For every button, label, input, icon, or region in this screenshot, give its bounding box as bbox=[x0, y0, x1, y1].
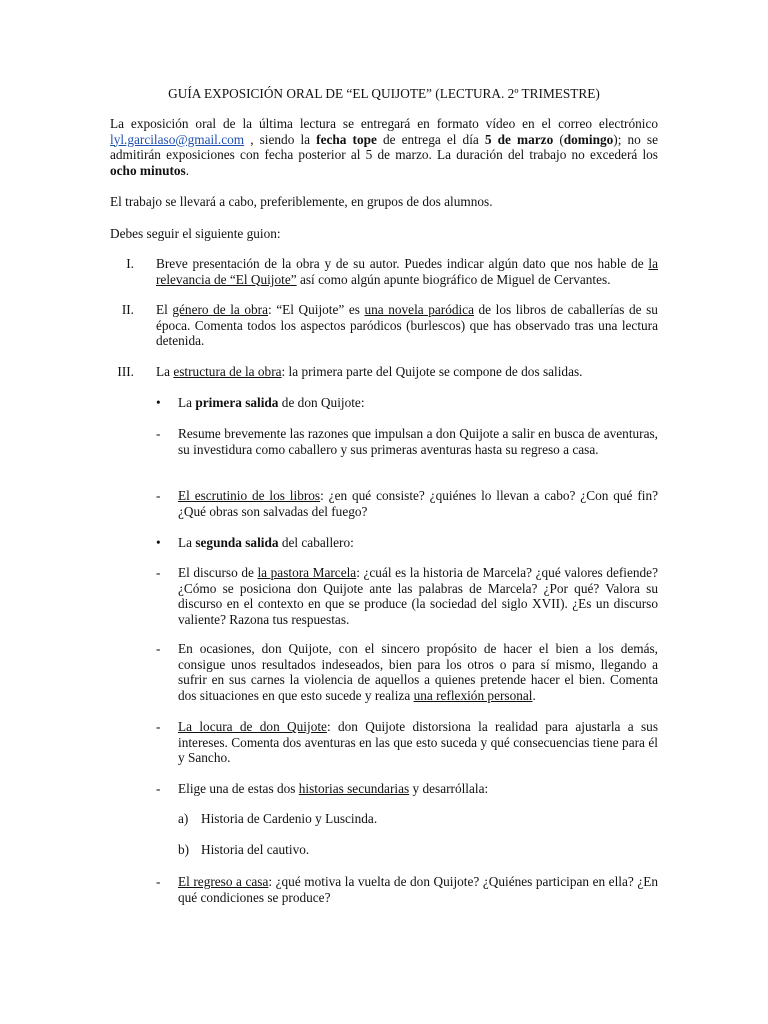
option-a-text: Historia de Cardenio y Luscinda. bbox=[201, 811, 378, 826]
section-number-3: III. bbox=[117, 364, 134, 379]
deadline-label: fecha tope bbox=[316, 131, 377, 147]
item-underlined: la pastora Marcela bbox=[257, 565, 357, 580]
section-underlined: estructura de la obra bbox=[173, 364, 282, 379]
dash-marker: - bbox=[156, 565, 161, 580]
item-text: : ¿en qué consiste? ¿quiénes lo llevan a cabo? ¿Con qué fin? ¿Qué obras son salvadas del fuego? bbox=[178, 488, 658, 519]
bullet-segunda-salida bbox=[178, 535, 658, 551]
section-text: : la primera parte del Quijote se compone de dos salidas. bbox=[281, 364, 583, 379]
item-text: : ¿qué motiva la vuelta de don Quijote? ¿Quiénes participan en ella? ¿En qué condiciones se produce? bbox=[178, 874, 658, 905]
item-underlined: historias secundarias bbox=[298, 781, 410, 796]
deadline-day: domingo bbox=[563, 131, 614, 147]
item-locura bbox=[178, 719, 658, 766]
intro-text: de entrega el día bbox=[376, 131, 485, 147]
section-number-2: II. bbox=[121, 302, 134, 317]
bullet-marker: • bbox=[156, 535, 161, 550]
section-text: de los libros de caballerías de su época. Comenta todos los aspectos paródicos (burlescos) que has observado tras una lectura detenida. bbox=[156, 302, 658, 349]
dash-marker: - bbox=[156, 488, 161, 503]
option-b-label: b) bbox=[178, 842, 190, 857]
item-text: y desarróllala: bbox=[409, 781, 489, 796]
item-text: . bbox=[532, 687, 536, 703]
guide-intro: Debes seguir el siguiente guion: bbox=[110, 226, 281, 241]
section-text: La bbox=[156, 364, 174, 379]
item-marcela bbox=[178, 565, 658, 627]
intro-paragraph bbox=[110, 116, 658, 178]
section-text: El bbox=[156, 302, 173, 317]
deadline-date: 5 de marzo bbox=[484, 131, 554, 147]
item-ocasiones bbox=[178, 641, 658, 703]
dash-marker: - bbox=[156, 426, 161, 441]
item-resume: Resume brevemente las razones que impulsan a don Quijote a salir en busca de aventuras, su investidura como caballero y sus primeras aventuras hasta su regreso a casa. bbox=[178, 426, 658, 457]
option-a-label: a) bbox=[178, 811, 189, 826]
section-underlined: género de la obra bbox=[172, 302, 268, 317]
bullet-bold: segunda salida bbox=[195, 535, 279, 550]
item-escrutinio bbox=[178, 488, 658, 519]
section-2-text bbox=[156, 302, 658, 349]
section-1-text bbox=[156, 256, 658, 287]
intro-text: , siendo la bbox=[244, 131, 317, 147]
item-text: : ¿cuál es la historia de Marcela? ¿qué valores defiende? ¿Cómo se posiciona don Quijote ante las palabras de Marcela? ¿Por qué? Valora su discurso en el contexto en que se produce (la sociedad del siglo XVII). ¿Es un discurso valiente? Razona tus respuestas. bbox=[178, 565, 658, 627]
bullet-primera-salida bbox=[178, 395, 658, 411]
item-text: En ocasiones, don Quijote, con el sincero propósito de hacer el bien a los demás, consigue unos resultados indeseados, bien para los otros o para sí mismo, llegando a sufrir en sus carnes la violencia de aquellos a quienes pretende hacer el bien. Comenta dos situaciones en que esto sucede y realiza bbox=[178, 641, 658, 703]
section-underlined: la relevancia de “El Quijote” bbox=[156, 256, 658, 287]
section-underlined: una novela paródica bbox=[364, 302, 474, 317]
section-text: así como algún apunte biográfico de Miguel de Cervantes. bbox=[296, 271, 611, 287]
item-underlined: El regreso a casa bbox=[178, 874, 269, 889]
page-title: GUÍA EXPOSICIÓN ORAL DE “EL QUIJOTE” (LECTURA. 2º TRIMESTRE) bbox=[168, 86, 600, 101]
dash-marker: - bbox=[156, 781, 161, 796]
groups-paragraph: El trabajo se llevará a cabo, preferiblemente, en grupos de dos alumnos. bbox=[110, 194, 493, 209]
intro-text: La exposición oral de la última lectura se entregará en formato vídeo en el correo electrónico bbox=[110, 116, 658, 131]
option-b-text: Historia del cautivo. bbox=[201, 842, 310, 857]
intro-text: ( bbox=[553, 131, 564, 147]
item-text: Elige una de estas dos bbox=[178, 781, 299, 796]
section-number-1: I. bbox=[126, 256, 134, 271]
item-text: El discurso de bbox=[178, 565, 258, 580]
dash-marker: - bbox=[156, 874, 161, 889]
bullet-text: La bbox=[178, 535, 196, 550]
item-underlined: La locura de don Quijote bbox=[178, 719, 327, 734]
item-regreso bbox=[178, 874, 658, 905]
email-link[interactable]: lyl.garcilaso@gmail.com bbox=[110, 131, 245, 147]
dash-marker: - bbox=[156, 719, 161, 734]
section-3-text bbox=[156, 364, 658, 380]
bullet-marker: • bbox=[156, 395, 161, 410]
bullet-text: de don Quijote: bbox=[278, 395, 365, 410]
item-underlined: una reflexión personal bbox=[413, 687, 533, 703]
duration-limit: ocho minutos bbox=[110, 162, 186, 178]
intro-text: . bbox=[185, 162, 190, 178]
section-text: Breve presentación de la obra y de su autor. Puedes indicar algún dato que nos hable de bbox=[156, 256, 649, 271]
item-historias bbox=[178, 781, 658, 797]
dash-marker: - bbox=[156, 641, 161, 656]
bullet-bold: primera salida bbox=[195, 395, 279, 410]
intro-text: ); no se admitirán exposiciones con fecha posterior al 5 de marzo. La duración del trabajo no excederá los bbox=[110, 131, 658, 163]
item-text: : don Quijote distorsiona la realidad para ajustarla a sus intereses. Comenta dos aventuras en las que esto suceda y qué consecuencias tiene para él y Sancho. bbox=[178, 719, 658, 766]
section-text: : “El Quijote” es bbox=[267, 302, 365, 317]
bullet-text: del caballero: bbox=[278, 535, 354, 550]
bullet-text: La bbox=[178, 395, 196, 410]
item-underlined: El escrutinio de los libros bbox=[178, 488, 321, 503]
